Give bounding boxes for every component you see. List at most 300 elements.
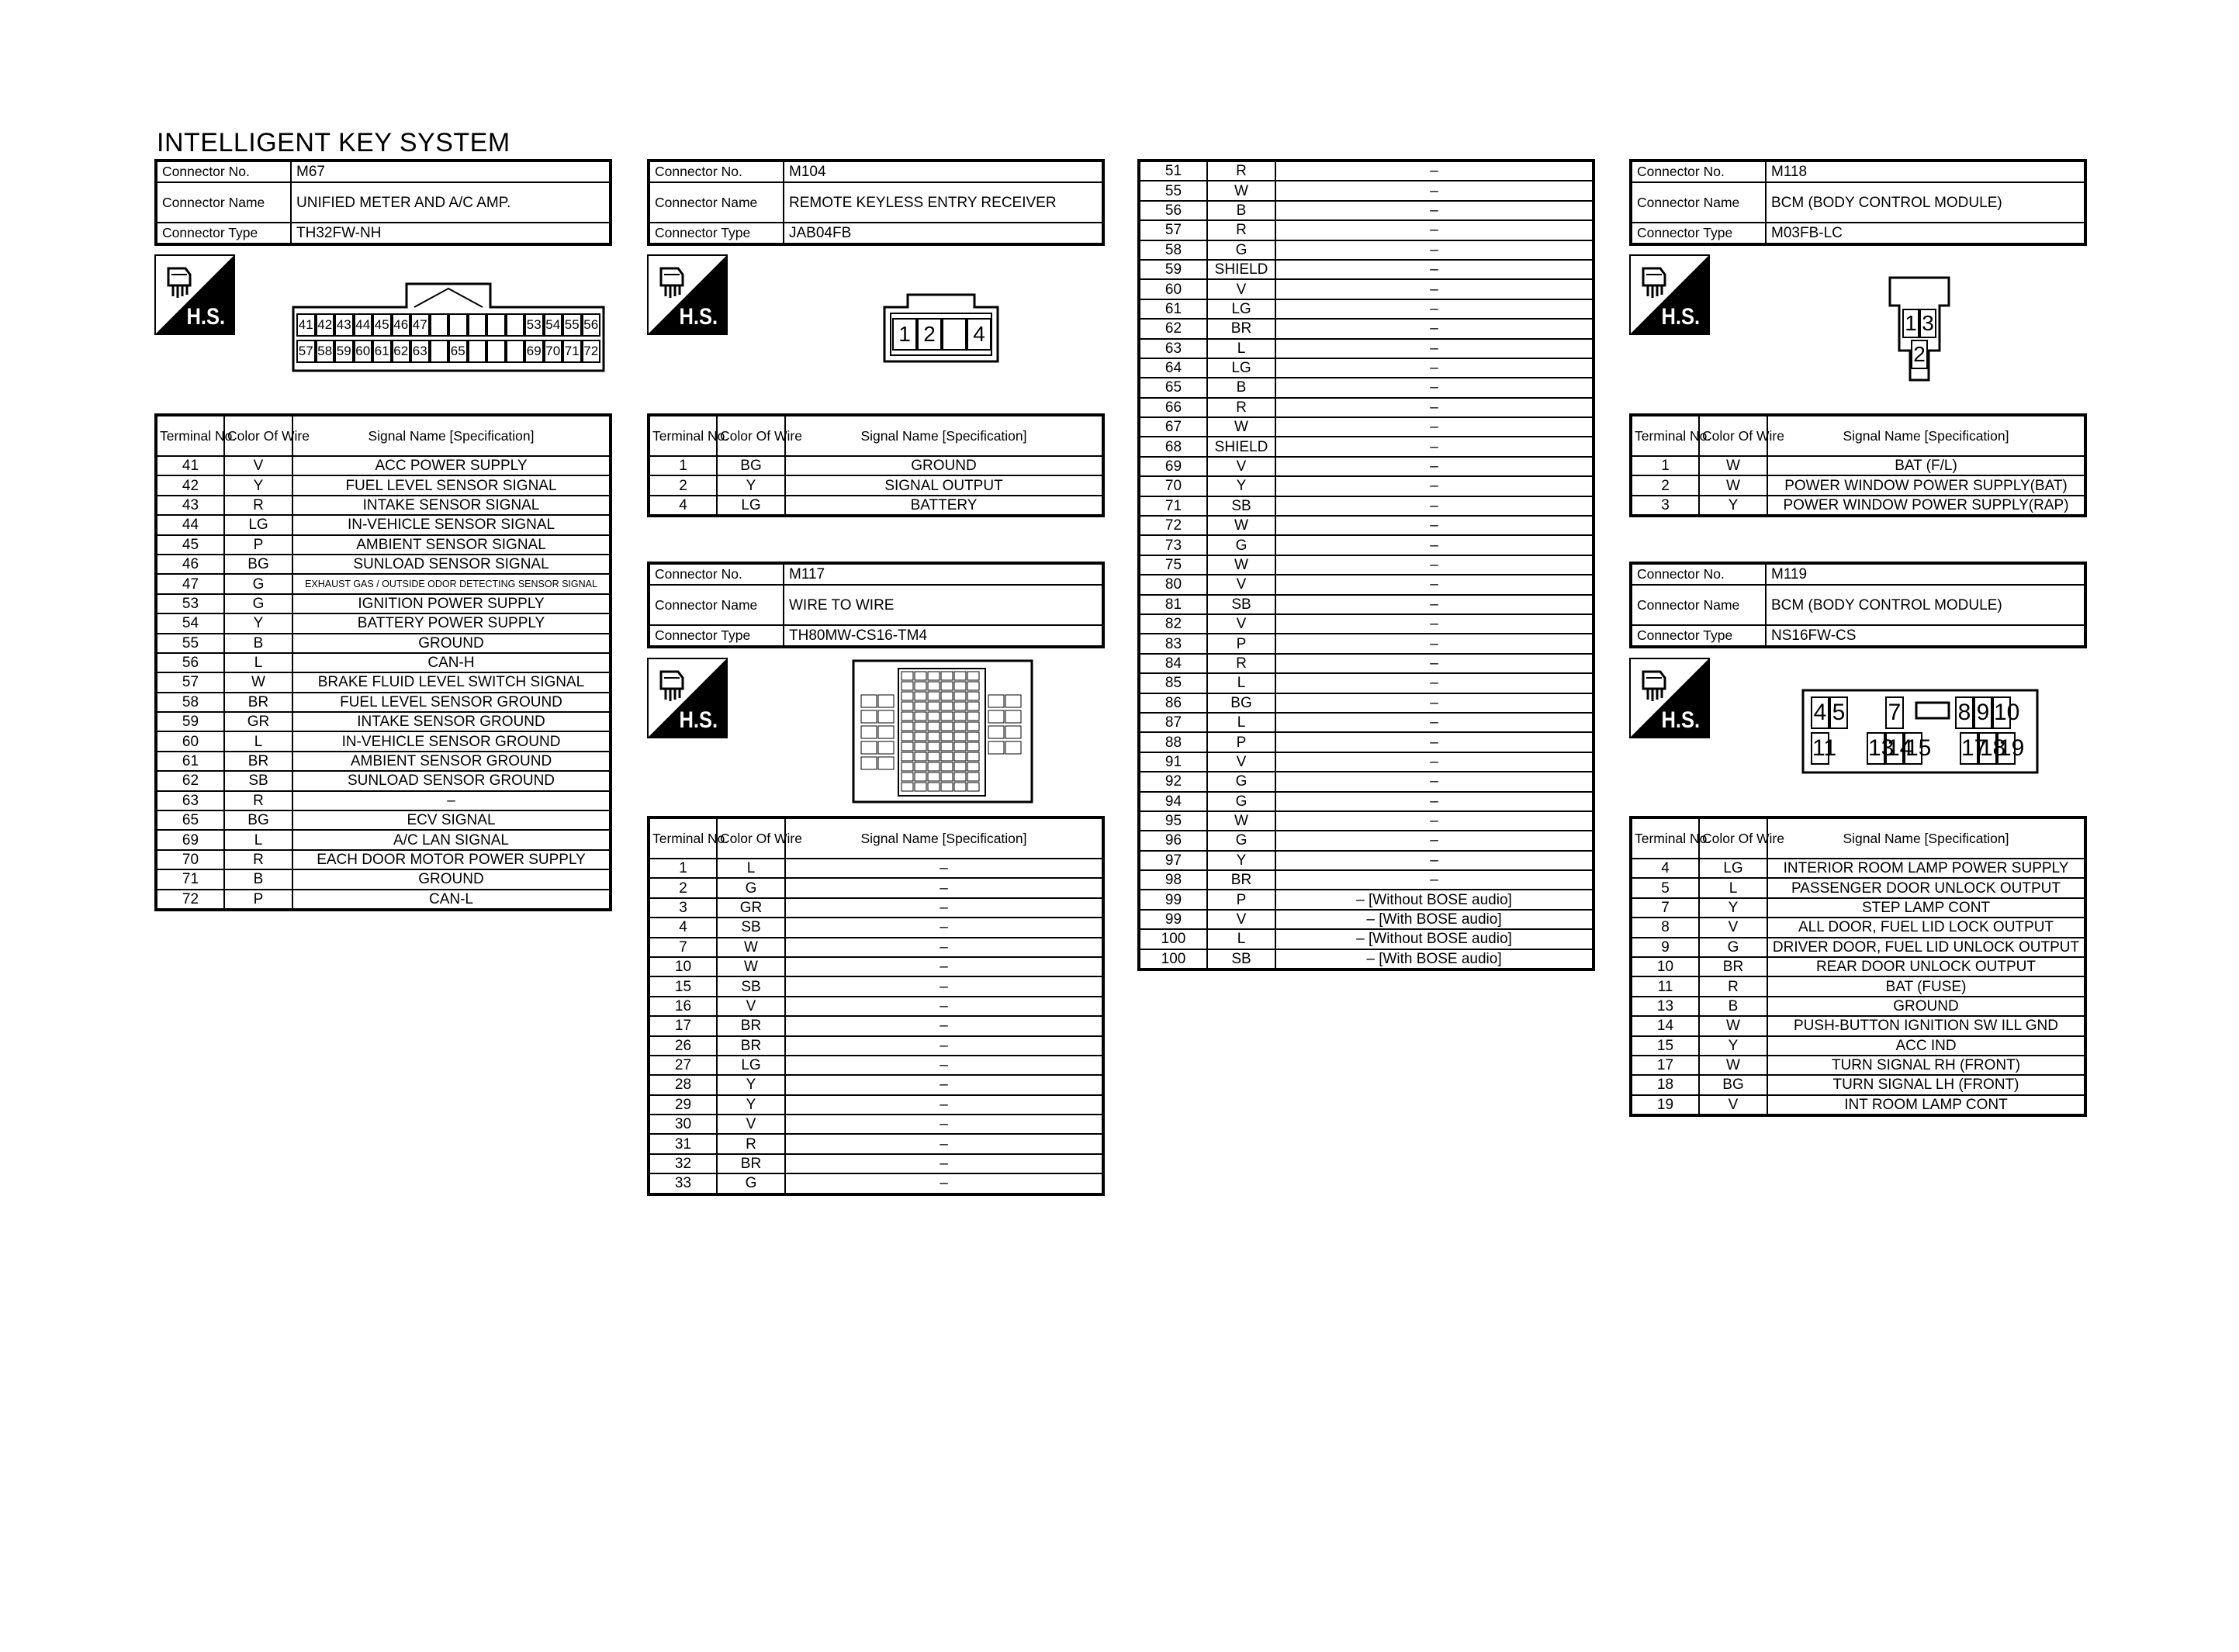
terminal-cell: 16 [649,997,717,1016]
wire-color-cell: LG [1207,358,1275,378]
wire-color-cell: B [224,634,292,653]
terminal-cell: 61 [1139,299,1207,319]
signal-cell: – [785,1154,1103,1173]
terminal-cell: 69 [156,830,224,849]
wire-color-cell: SB [717,976,785,996]
signal-cell: ACC IND [1767,1036,2085,1056]
wire-color-cell: V [1207,614,1275,634]
connector-m67-info [154,159,612,246]
connector-cavity: 54 [544,313,563,337]
wire-color-cell: B [224,869,292,889]
connector-cavity: 2 [917,318,942,351]
table-row [1139,634,1594,653]
terminal-cell: 47 [156,574,224,593]
connector-type-value: NS16FW-CS [1766,625,2085,647]
wire-color-cell: R [1699,976,1767,996]
table-row [1139,772,1594,791]
signal-cell: – [1275,535,1594,555]
wire-color-cell: W [717,957,785,976]
connector-name-value: UNIFIED METER AND A/C AMP. [291,182,611,223]
wire-color-cell: V [1699,918,1767,937]
table-row [649,1016,1103,1035]
table-row [649,1056,1103,1075]
wire-color-cell: V [717,997,785,1016]
terminal-cell: 67 [1139,417,1207,437]
signal-cell: – [1275,457,1594,476]
table-row [1139,201,1594,220]
terminal-no-header: Terminal No. [156,415,224,456]
terminal-cell: 17 [649,1016,717,1035]
terminal-cell: 71 [156,869,224,889]
table-row [1139,220,1594,240]
table-row [1139,535,1594,555]
table-row [1139,752,1594,772]
signal-cell: ACC POWER SUPPLY [292,456,611,475]
terminal-cell: 98 [1139,870,1207,890]
wire-color-cell: Y [717,475,785,495]
signal-cell: – [1275,417,1594,437]
signal-cell: – [785,1134,1103,1153]
table-row [649,938,1103,957]
table-row [1139,417,1594,437]
connector-no-value: M67 [291,161,611,182]
connector-type-label: Connector Type [649,223,784,244]
wire-color-cell: G [1207,240,1275,260]
wire-color-cell: W [1699,475,1767,495]
terminal-cell: 62 [1139,319,1207,338]
wire-color-cell: Y [1207,476,1275,496]
wire-color-cell: BR [717,1154,785,1173]
wire-color-cell: G [717,878,785,897]
terminal-cell: 4 [649,496,717,516]
signal-cell: FUEL LEVEL SENSOR SIGNAL [292,475,611,495]
table-row [649,1154,1103,1173]
table-row [1139,319,1594,338]
signal-cell: – [1275,437,1594,456]
wire-color-cell: SB [1207,949,1275,969]
signal-cell: – [Without BOSE audio] [1275,890,1594,909]
signal-cell: GROUND [785,456,1103,475]
wire-color-cell: B [1699,997,1767,1016]
connector-cavity: 56 [582,313,601,337]
table-row [1631,997,2085,1016]
terminal-cell: 65 [1139,378,1207,397]
connector-cavity: 43 [334,313,354,337]
terminal-cell: 92 [1139,772,1207,791]
table-row [1631,475,2085,495]
signal-cell: PUSH-BUTTON IGNITION SW ILL GND [1767,1016,2085,1035]
connector-type-label: Connector Type [156,223,291,244]
terminal-cell: 61 [156,752,224,771]
signal-cell: – [1275,358,1594,378]
terminal-cell: 3 [1631,496,1699,516]
wire-color-cell: B [1207,378,1275,397]
table-row [1631,976,2085,996]
connector-m119-face [1801,689,2039,774]
terminal-cell: 28 [649,1075,717,1094]
terminal-cell: 87 [1139,713,1207,732]
table-row [649,456,1103,475]
terminal-cell: 84 [1139,654,1207,673]
signal-cell: – [1275,831,1594,850]
connector-cavity: 53 [524,313,544,337]
connector-m117-pin-table [647,816,1105,1196]
terminal-cell: 59 [1139,260,1207,279]
wire-color-cell: B [1207,201,1275,220]
terminal-cell: 100 [1139,929,1207,949]
signal-cell: INTAKE SENSOR SIGNAL [292,496,611,515]
signal-cell: INTAKE SENSOR GROUND [292,712,611,731]
signal-cell: CAN-H [292,653,611,672]
terminal-cell: 2 [649,878,717,897]
wire-color-cell: L [224,830,292,849]
table-row [1139,339,1594,358]
signal-cell: CAN-L [292,890,611,910]
terminal-cell: 97 [1139,851,1207,870]
terminal-cell: 81 [1139,595,1207,614]
wire-color-cell: SB [1207,496,1275,516]
connector-cavity: 45 [372,313,392,337]
connector-cavity: 17 [1960,732,1978,765]
wire-color-cell: W [1207,417,1275,437]
connector-no-label: Connector No. [649,161,784,182]
terminal-cell: 70 [156,850,224,869]
harness-side-icon [647,254,728,335]
terminal-cell: 95 [1139,811,1207,831]
wire-color-cell: BR [1699,957,1767,976]
connector-no-value: M118 [1766,161,2085,182]
signal-cell: INTERIOR ROOM LAMP POWER SUPPLY [1767,859,2085,878]
connector-cavity [942,318,967,351]
table-row [1631,1036,2085,1056]
signal-cell: – [1275,299,1594,319]
table-row [1139,949,1594,969]
signal-cell: – [1275,240,1594,260]
wire-color-cell: V [1207,279,1275,299]
connector-cavity: 71 [562,340,582,363]
terminal-cell: 57 [156,672,224,692]
wire-color-cell: G [224,574,292,593]
signal-cell: – [1275,634,1594,653]
table-row [156,672,611,692]
signal-cell: – [1275,654,1594,673]
connector-cavity: 5 [1829,696,1848,729]
wire-color-cell: P [1207,890,1275,909]
harness-side-icon [647,658,728,738]
connector-name-label: Connector Name [649,182,784,223]
terminal-cell: 96 [1139,831,1207,850]
table-row [156,890,611,910]
terminal-cell: 32 [649,1154,717,1173]
table-row [649,918,1103,937]
connector-cavity [486,313,506,337]
table-row [649,1134,1103,1153]
page-title: INTELLIGENT KEY SYSTEM [157,128,510,157]
signal-cell: TURN SIGNAL RH (FRONT) [1767,1056,2085,1075]
table-row [1139,811,1594,831]
terminal-cell: 5 [1631,878,1699,897]
signal-cell: – [1275,595,1594,614]
terminal-cell: 4 [1631,859,1699,878]
signal-cell: – [1275,319,1594,338]
table-row [1139,910,1594,929]
wire-color-cell: G [1207,792,1275,811]
terminal-no-header: Terminal No. [649,817,717,859]
connector-cavity: 60 [354,340,373,363]
signal-cell: – [1275,851,1594,870]
wire-color-cell: G [717,1173,785,1194]
table-row [1139,890,1594,909]
terminal-cell: 42 [156,475,224,495]
terminal-cell: 33 [649,1173,717,1194]
connector-cavity: 58 [316,340,335,363]
connector-m117-face [852,659,1033,804]
connector-cavity [430,313,449,337]
terminal-cell: 70 [1139,476,1207,496]
wire-color-cell: R [1207,220,1275,240]
terminal-cell: 91 [1139,752,1207,772]
terminal-cell: 99 [1139,890,1207,909]
wire-color-cell: W [1207,811,1275,831]
terminal-cell: 43 [156,496,224,515]
terminal-cell: 99 [1139,910,1207,929]
terminal-cell: 17 [1631,1056,1699,1075]
connector-cavity: 69 [524,340,544,363]
wire-color-cell: W [717,938,785,957]
table-row [1139,476,1594,496]
table-row [1631,859,2085,878]
terminal-cell: 19 [1631,1095,1699,1115]
color-of-wire-header: Color Of Wire [1699,817,1767,859]
wire-color-cell: SHIELD [1207,260,1275,279]
signal-cell: – [1275,575,1594,594]
connector-cavity: 65 [448,340,468,363]
connector-no-label: Connector No. [649,563,784,585]
wire-color-cell: Y [1207,851,1275,870]
connector-name-value: REMOTE KEYLESS ENTRY RECEIVER [784,182,1103,223]
wire-color-cell: R [717,1134,785,1153]
connector-cavity: 57 [296,340,316,363]
svg-text:H.S.: H.S. [186,303,226,330]
terminal-cell: 10 [1631,957,1699,976]
signal-cell: INT ROOM LAMP CONT [1767,1095,2085,1115]
wire-color-cell: Y [224,613,292,633]
terminal-cell: 58 [156,693,224,712]
table-row [649,859,1103,878]
connector-cavity: 70 [544,340,563,363]
signal-cell: – [1275,398,1594,417]
terminal-cell: 72 [1139,516,1207,535]
connector-m67-pin-table [154,413,612,911]
wire-color-cell: V [717,1115,785,1134]
wire-color-cell: P [224,890,292,910]
signal-cell: IGNITION POWER SUPPLY [292,594,611,613]
harness-side-icon [1629,658,1710,738]
connector-type-value: JAB04FB [784,223,1103,244]
connector-type-label: Connector Type [1631,625,1766,647]
signal-cell: AMBIENT SENSOR SIGNAL [292,535,611,555]
terminal-cell: 2 [1631,475,1699,495]
signal-cell: – [785,957,1103,976]
terminal-cell: 8 [1631,918,1699,937]
terminal-cell: 80 [1139,575,1207,594]
wire-color-cell: R [1207,398,1275,417]
wire-color-cell: BG [1207,693,1275,713]
signal-cell: – [1275,713,1594,732]
signal-cell: – [785,997,1103,1016]
terminal-cell: 2 [649,475,717,495]
connector-name-value: BCM (BODY CONTROL MODULE) [1766,182,2085,223]
table-row [1139,299,1594,319]
connector-name-value: WIRE TO WIRE [784,585,1103,625]
table-row [1139,161,1594,181]
wire-color-cell: BR [1207,870,1275,890]
signal-cell: – [1275,476,1594,496]
connector-cavity: 41 [296,313,316,337]
connector-cavity: 2 [1911,340,1928,369]
signal-cell: – [1275,772,1594,791]
wire-color-cell: R [1207,654,1275,673]
terminal-cell: 3 [649,898,717,918]
wire-color-cell: LG [717,1056,785,1075]
table-row [1139,279,1594,299]
terminal-cell: 15 [1631,1036,1699,1056]
table-row [1139,851,1594,870]
signal-cell: – [785,898,1103,918]
terminal-cell: 63 [1139,339,1207,358]
terminal-cell: 4 [649,918,717,937]
wire-color-cell: SHIELD [1207,437,1275,456]
signal-cell: ECV SIGNAL [292,810,611,830]
connector-m117-drawing [852,659,1033,804]
signal-cell: – [785,918,1103,937]
connector-no-value: M119 [1766,563,2085,585]
connector-no-label: Connector No. [156,161,291,182]
signal-cell: – [785,1016,1103,1035]
signal-cell: – [1275,496,1594,516]
wire-color-cell: L [1207,713,1275,732]
connector-name-label: Connector Name [1631,182,1766,223]
connector-cavity: 3 [1919,309,1936,338]
svg-text:H.S.: H.S. [679,707,718,733]
connector-cavity: 42 [316,313,335,337]
table-row [156,456,611,475]
connector-type-value: M03FB-LC [1766,223,2085,244]
table-row [156,515,611,534]
table-row [649,1036,1103,1056]
table-row [1139,516,1594,535]
terminal-cell: 46 [156,555,224,574]
connector-m67-face [292,282,605,372]
terminal-cell: 29 [649,1095,717,1115]
signal-cell: BRAKE FLUID LEVEL SWITCH SIGNAL [292,672,611,692]
connector-name-label: Connector Name [1631,585,1766,625]
table-row [649,1173,1103,1194]
terminal-cell: 53 [156,594,224,613]
terminal-cell: 31 [649,1134,717,1153]
signal-cell: – [1275,870,1594,890]
terminal-cell: 85 [1139,673,1207,693]
table-row [649,976,1103,996]
connector-type-value: TH80MW-CS16-TM4 [784,625,1103,647]
wire-color-cell: LG [717,496,785,516]
terminal-cell: 14 [1631,1016,1699,1035]
signal-cell: – [785,1095,1103,1115]
signal-cell: – [1275,201,1594,220]
table-row [1631,957,2085,976]
connector-m104-info [647,159,1105,246]
terminal-no-header: Terminal No. [1631,817,1699,859]
wire-color-cell: BR [717,1036,785,1056]
connector-cavity: 9 [1974,696,1992,729]
wire-color-cell: BG [717,456,785,475]
signal-cell: – [1275,260,1594,279]
svg-text:H.S.: H.S. [1661,707,1701,733]
signal-cell: TURN SIGNAL LH (FRONT) [1767,1075,2085,1094]
terminal-cell: 1 [649,859,717,878]
table-row [156,869,611,889]
terminal-cell: 73 [1139,535,1207,555]
terminal-cell: 88 [1139,732,1207,752]
table-row [1139,831,1594,850]
signal-cell: – [1275,752,1594,772]
terminal-cell: 86 [1139,693,1207,713]
connector-cavity: 62 [392,340,411,363]
signal-cell: – [1275,279,1594,299]
table-row [156,693,611,712]
svg-text:H.S.: H.S. [679,303,718,330]
signal-cell: POWER WINDOW POWER SUPPLY(RAP) [1767,496,2085,516]
table-row [1631,898,2085,918]
table-row [649,1115,1103,1134]
wire-color-cell: R [1207,161,1275,181]
connector-cavity: 1 [1902,309,1919,338]
connector-cavity: 59 [334,340,354,363]
wire-color-cell: P [1207,732,1275,752]
signal-cell: SIGNAL OUTPUT [785,475,1103,495]
wire-color-cell: P [1207,634,1275,653]
harness-side-icon [1629,254,1710,335]
connector-name-value: BCM (BODY CONTROL MODULE) [1766,585,2085,625]
wire-color-cell: LG [224,515,292,534]
terminal-cell: 55 [1139,181,1207,200]
terminal-cell: 82 [1139,614,1207,634]
signal-cell: – [With BOSE audio] [1275,949,1594,969]
table-row [1139,595,1594,614]
terminal-cell: 13 [1631,997,1699,1016]
table-row [1139,457,1594,476]
wire-color-cell: R [224,850,292,869]
signal-cell: A/C LAN SIGNAL [292,830,611,849]
signal-cell: – [1275,181,1594,200]
connector-m118-info [1629,159,2087,246]
signal-cell: – [785,1075,1103,1094]
signal-cell: POWER WINDOW POWER SUPPLY(BAT) [1767,475,2085,495]
connector-cavity [486,340,506,363]
table-row [1139,240,1594,260]
connector-cavity: 13 [1867,732,1885,765]
signal-cell: – [785,976,1103,996]
terminal-no-header: Terminal No. [1631,415,1699,456]
connector-cavity: 4 [967,318,991,351]
wire-color-cell: BG [224,810,292,830]
connector-cavity: 15 [1904,732,1922,765]
connector-cavity [468,313,487,337]
table-row [1139,555,1594,575]
terminal-cell: 69 [1139,457,1207,476]
connector-cavity: 1 [892,318,917,351]
wire-color-cell: V [224,456,292,475]
